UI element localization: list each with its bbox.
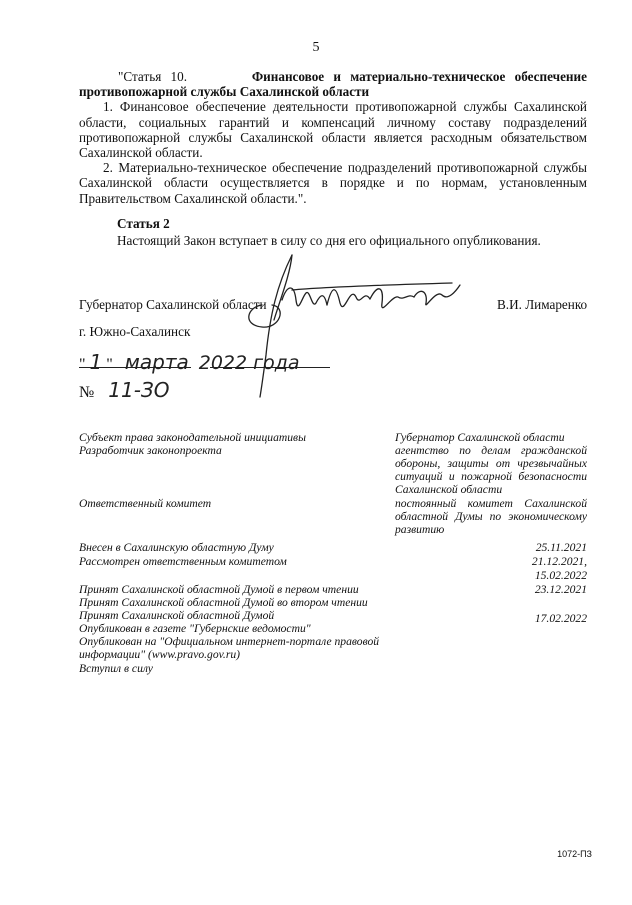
- article-10-paragraph-1: 1. Финансовое обеспечение деятельности противопожарной службы Сахалинской области, социальных гарантий и компенсаций личному составу подразделений противопожарной службы Сахалинской области является расходным обязательством Сахалинской области.: [79, 99, 587, 161]
- committee-label: Ответственный комитет: [79, 497, 212, 510]
- second-reading-label: Принят Сахалинской областной Думой во втором чтении: [79, 596, 368, 609]
- reviewed-date-2: 15.02.2022: [534, 569, 587, 582]
- document-code: 1072-ПЗ: [557, 849, 592, 859]
- developer-label: Разработчик законопроекта: [79, 444, 222, 457]
- article-2-heading: Статья 2: [117, 216, 170, 231]
- introduced-label: Внесен в Сахалинскую областную Думу: [79, 541, 274, 554]
- article-10-heading-title: Финансовое и материально-техническое обеспечение: [251, 69, 587, 84]
- governor-name: В.И. Лимаренко: [497, 297, 588, 312]
- published-portal-label: Опубликован на "Официальном интернет-портале правовой информации" (www.pravo.gov.ru): [79, 635, 380, 661]
- article-10-heading-line-2: противопожарной службы Сахалинской области: [79, 84, 370, 100]
- developer-value: агентство по делам гражданской обороны, защиты от чрезвычайных ситуаций и пожарной безопасности Сахалинской области: [395, 444, 587, 496]
- reviewed-label: Рассмотрен ответственным комитетом: [79, 555, 287, 568]
- article-10-heading-line-1: [79, 69, 587, 84]
- article-10-paragraph-2: 2. Материально-техническое обеспечение подразделений противопожарной службы Сахалинской области осуществляется в порядке и по нормам, установленным Правительством Сахалинской области.".: [79, 160, 587, 206]
- article-10: [79, 69, 587, 206]
- date-prefix: ": [79, 356, 86, 373]
- date-day: 1: [89, 350, 103, 374]
- adopted-label: Принят Сахалинской областной Думой: [79, 609, 275, 622]
- reviewed-date-1: 21.12.2021,: [531, 555, 587, 568]
- date-month-underline: [210, 367, 330, 368]
- in-force-label: Вступил в силу: [79, 662, 153, 675]
- committee-value: постоянный комитет Сахалинской областной Думы по экономическому развитию: [395, 497, 587, 536]
- introduced-date: 25.11.2021: [535, 541, 587, 554]
- date-mid: ": [106, 356, 113, 373]
- first-reading-label: Принят Сахалинской областной Думой в первом чтении: [79, 583, 359, 596]
- number-prefix: №: [79, 384, 95, 401]
- governor-title: Губернатор Сахалинской области: [79, 297, 267, 312]
- number-line: [79, 378, 170, 402]
- handwritten-signature: [232, 245, 472, 405]
- date-month: марта: [124, 350, 189, 374]
- first-reading-date: 23.12.2021: [534, 583, 587, 596]
- number-value: 11-ЗО: [108, 378, 170, 402]
- article-2-text: Настоящий Закон вступает в силу со дня его официального опубликования.: [117, 233, 541, 248]
- city: г. Южно-Сахалинск: [79, 324, 191, 339]
- date-line: [79, 350, 339, 374]
- subject-value: Губернатор Сахалинской области: [395, 431, 565, 444]
- date-year: 2022 года: [198, 352, 300, 374]
- subject-label: Субъект права законодательной инициативы: [79, 431, 306, 444]
- article-10-heading-prefix: "Статья 10.: [118, 69, 188, 84]
- adopted-date: 17.02.2022: [534, 612, 587, 625]
- page-number: 5: [312, 40, 320, 55]
- published-gazette-label: Опубликован в газете "Губернские ведомости": [79, 622, 311, 635]
- date-day-underline: [79, 367, 191, 368]
